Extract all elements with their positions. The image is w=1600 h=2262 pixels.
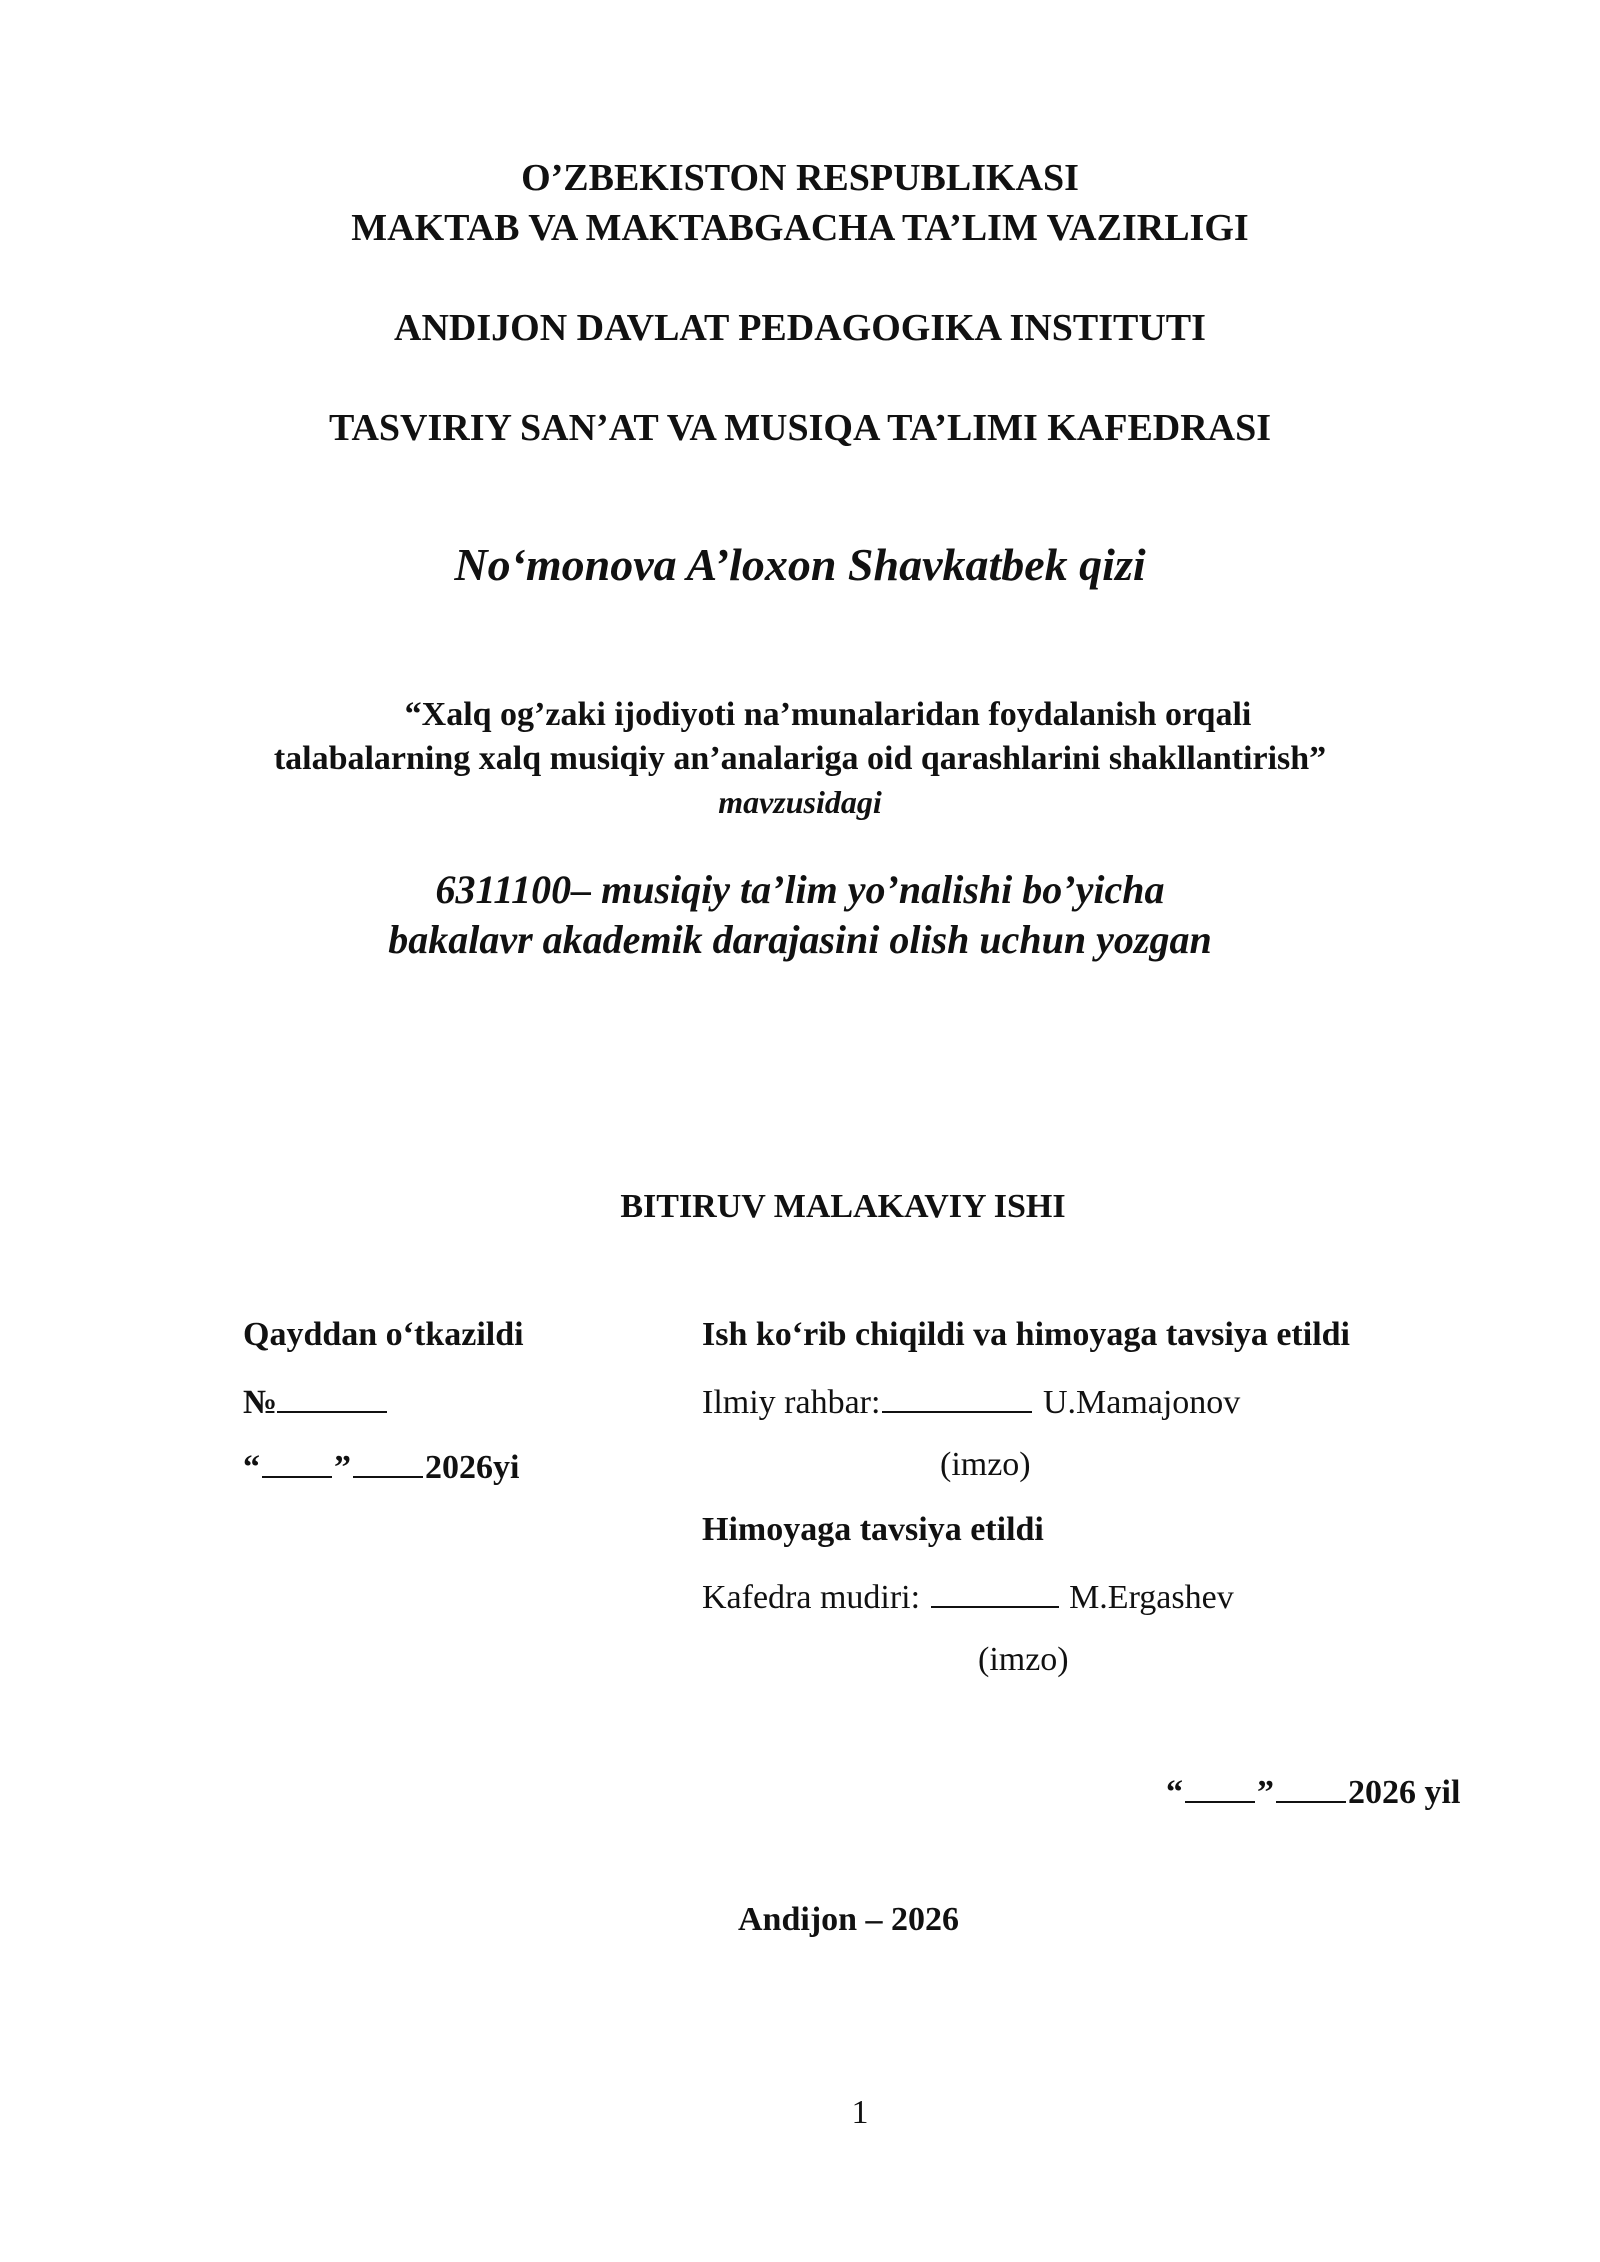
open-quote: “	[243, 1449, 260, 1486]
department-head-line	[702, 1576, 1234, 1617]
defense-title: Himoyaga tavsiya etildi	[702, 1511, 1044, 1548]
close-quote: ”	[334, 1449, 351, 1486]
number-blank	[277, 1381, 387, 1413]
head-signature-blank	[931, 1576, 1059, 1608]
signature-note-1: (imzo)	[940, 1446, 1031, 1483]
number-label: №	[243, 1384, 278, 1421]
author-name: No‘monova A’loxon Shavkatbek qizi	[454, 539, 1146, 590]
review-title: Ish ko‘rib chiqildi va himoyaga tavsiya etildi	[702, 1316, 1350, 1353]
head-name: M.Ergashev	[1069, 1579, 1234, 1616]
page-number: 1	[851, 2094, 869, 2131]
supervisor-signature-blank	[882, 1381, 1032, 1413]
supervisor-label: Ilmiy rahbar:	[702, 1384, 881, 1421]
final-month-blank	[1276, 1771, 1346, 1803]
registration-number	[243, 1381, 389, 1422]
registration-title: Qayddan o‘tkazildi	[243, 1316, 524, 1353]
work-type-title: BITIRUV MALAKAVIY ISHI	[620, 1188, 1066, 1225]
month-blank	[353, 1446, 423, 1478]
signature-note-2: (imzo)	[978, 1641, 1069, 1678]
place-year: Andijon – 2026	[738, 1901, 960, 1938]
topic-line-3: mavzusidagi	[718, 784, 882, 820]
final-year: 2026 yil	[1348, 1774, 1461, 1811]
final-date	[1166, 1771, 1460, 1812]
country-heading: O’ZBEKISTON RESPUBLIKASI	[521, 157, 1079, 199]
head-label: Kafedra mudiri:	[702, 1579, 921, 1616]
final-close-quote: ”	[1257, 1774, 1274, 1811]
registration-year: 2026yi	[425, 1449, 520, 1486]
supervisor-line	[702, 1381, 1240, 1422]
topic-line-2: talabalarning xalq musiqiy an’analariga oid qarashlarini shakllantirish”	[273, 740, 1327, 777]
ministry-heading: MAKTAB VA MAKTABGACHA TA’LIM VAZIRLIGI	[351, 207, 1249, 249]
supervisor-name: U.Mamajonov	[1042, 1384, 1241, 1421]
topic-line-1: “Xalq og’zaki ijodiyoti na’munalaridan foydalanish orqali	[404, 696, 1252, 733]
degree-line-1: 6311100– musiqiy ta’lim yo’nalishi bo’yicha	[435, 867, 1165, 912]
day-blank	[262, 1446, 332, 1478]
final-open-quote: “	[1166, 1774, 1183, 1811]
registration-date	[243, 1446, 519, 1487]
degree-line-2: bakalavr akademik darajasini olish uchun yozgan	[388, 917, 1212, 962]
institute-heading: ANDIJON DAVLAT PEDAGOGIKA INSTITUTI	[394, 307, 1206, 349]
final-day-blank	[1185, 1771, 1255, 1803]
department-heading: TASVIRIY SAN’AT VA MUSIQA TA’LIMI KAFEDRASI	[328, 407, 1272, 449]
